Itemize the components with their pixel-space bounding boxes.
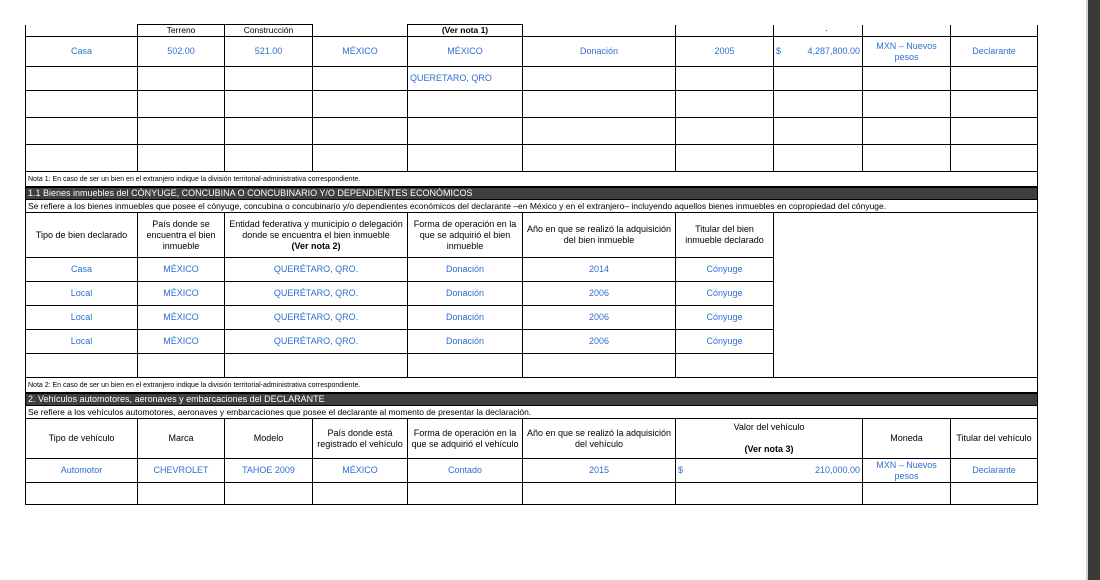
- header-entidad-note: (Ver nota 2): [291, 240, 341, 251]
- header-forma: Forma de operación en la que se adquirió el bien inmueble: [408, 213, 523, 258]
- table-row-empty: [26, 118, 1038, 145]
- pais-cell: MÉXICO: [313, 459, 408, 483]
- table-row-empty: [26, 145, 1038, 172]
- construccion-label: Construcción: [225, 25, 313, 37]
- entidad-cell: QUERÉTARO, QRO.: [225, 282, 408, 306]
- terreno-cell: 502.00: [138, 37, 225, 67]
- valor-amount: 210,000.00: [814, 465, 860, 475]
- header-modelo: Modelo: [225, 419, 313, 459]
- anio-cell: 2006: [523, 282, 676, 306]
- tipo-cell: Local: [26, 282, 138, 306]
- forma-cell: Contado: [408, 459, 523, 483]
- anio-cell: 2006: [523, 306, 676, 330]
- titular-cell: Declarante: [951, 459, 1038, 483]
- marca-cell: CHEVROLET: [138, 459, 225, 483]
- modelo-cell: TAHOE 2009: [225, 459, 313, 483]
- pais-cell: MÉXICO: [138, 282, 225, 306]
- header-forma: Forma de operación en la que se adquirió el vehículo: [408, 419, 523, 459]
- tipo-cell: Casa: [26, 258, 138, 282]
- header-valor: [676, 419, 863, 459]
- currency-symbol: $: [776, 46, 782, 56]
- header-anio: Año en que se realizó la adquisición del vehículo: [523, 419, 676, 459]
- header-row: [26, 213, 1038, 258]
- header-tipo-vehiculo: Tipo de vehículo: [26, 419, 138, 459]
- header-valor-note: (Ver nota 3): [744, 444, 794, 454]
- entidad-cell: QUERÉTARO, QRO.: [225, 330, 408, 354]
- section-header: [26, 394, 1038, 406]
- header-row: [26, 419, 1038, 459]
- titular-cell: Cónyuge: [676, 258, 774, 282]
- tipo-cell: Local: [26, 330, 138, 354]
- ver-nota-1-label: (Ver nota 1): [408, 25, 523, 37]
- tipo-cell: Local: [26, 306, 138, 330]
- forma-cell: Donación: [408, 258, 523, 282]
- table-row: [26, 67, 1038, 91]
- section-description: [26, 406, 1038, 419]
- header-pais: País donde se encuentra el bien inmueble: [138, 213, 225, 258]
- section-1-1-description: Se refiere a los bienes inmuebles que posee el cónyuge, concubina o concubinario y/o dependientes económicos del declarante –en México y en el extranjero– incluyendo aquellos bienes inmuebles en copropiedad del cónyuge.: [26, 200, 1038, 213]
- terreno-label: Terreno: [138, 25, 225, 37]
- table-row: [26, 459, 1038, 483]
- header-tipo: Tipo de bien declarado: [26, 213, 138, 258]
- entidad-cell: MÉXICO: [408, 37, 523, 67]
- titular-cell: Cónyuge: [676, 330, 774, 354]
- titular-cell: Cónyuge: [676, 306, 774, 330]
- construccion-cell: 521.00: [225, 37, 313, 67]
- subheader-row: [26, 25, 1038, 37]
- section-2-description: Se refiere a los vehículos automotores, aeronaves y embarcaciones que posee el declarante al momento de presentar la declaración.: [26, 406, 1038, 419]
- header-pais: País donde está registrado el vehículo: [313, 419, 408, 459]
- table-inmuebles-declarante: [25, 24, 1038, 187]
- section-1-1-title: 1.1 Bienes inmuebles del CÓNYUGE, CONCUBINA O CONCUBINARIO Y/O DEPENDIENTES ECONÓMICOS: [26, 188, 1038, 200]
- forma-cell: Donación: [523, 37, 676, 67]
- table-vehiculos: [25, 393, 1038, 505]
- forma-cell: Donación: [408, 330, 523, 354]
- titular-cell: Declarante: [951, 37, 1038, 67]
- note-row: [26, 378, 1038, 393]
- scrollbar[interactable]: [1088, 0, 1100, 580]
- anio-cell: 2006: [523, 330, 676, 354]
- stray-mark: ·: [825, 25, 828, 35]
- section-header: [26, 188, 1038, 200]
- valor-amount: 4,287,800.00: [807, 46, 860, 56]
- tipo-cell: Automotor: [26, 459, 138, 483]
- valor-cell: [774, 37, 863, 67]
- note-row: [26, 172, 1038, 187]
- nota-1: Nota 1: En caso de ser un bien en el extranjero indique la división territorial-administrativa correspondiente.: [26, 172, 1038, 187]
- table-row-empty: [26, 483, 1038, 505]
- pais-cell: MÉXICO: [138, 258, 225, 282]
- pais-cell: MÉXICO: [313, 37, 408, 67]
- valor-cell: [676, 459, 863, 483]
- document-page: [25, 24, 1037, 505]
- header-anio: Año en que se realizó la adquisición del bien inmueble: [523, 213, 676, 258]
- header-entidad: [225, 213, 408, 258]
- forma-cell: Donación: [408, 306, 523, 330]
- pais-cell: MÉXICO: [138, 306, 225, 330]
- moneda-cell: MXN – Nuevos pesos: [863, 459, 951, 483]
- header-titular: Titular del bien inmueble declarado: [676, 213, 774, 258]
- entidad-cell: QUERÉTARO, QRO.: [225, 258, 408, 282]
- entidad-cell: QUERETARO, QRO: [408, 67, 523, 91]
- anio-cell: 2014: [523, 258, 676, 282]
- nota-2: Nota 2: En caso de ser un bien en el extranjero indique la división territorial-administrativa correspondiente.: [26, 378, 1038, 393]
- currency-symbol: $: [678, 465, 684, 475]
- pais-cell: MÉXICO: [138, 330, 225, 354]
- header-marca: Marca: [138, 419, 225, 459]
- moneda-cell: MXN – Nuevos pesos: [863, 37, 951, 67]
- titular-cell: Cónyuge: [676, 282, 774, 306]
- tipo-cell: Casa: [26, 37, 138, 67]
- table-row-empty: [26, 91, 1038, 118]
- anio-cell: 2005: [676, 37, 774, 67]
- header-titular: Titular del vehículo: [951, 419, 1038, 459]
- table-row: [26, 37, 1038, 67]
- forma-cell: Donación: [408, 282, 523, 306]
- table-inmuebles-conyuge: [25, 187, 1038, 393]
- header-entidad-text: Entidad federativa y municipio o delegación donde se encuentra el bien inmueble: [229, 218, 403, 240]
- anio-cell: 2015: [523, 459, 676, 483]
- section-description: [26, 200, 1038, 213]
- section-2-title: 2. Vehículos automotores, aeronaves y embarcaciones del DECLARANTE: [26, 394, 1038, 406]
- header-moneda: Moneda: [863, 419, 951, 459]
- blank-area: [774, 213, 1038, 378]
- header-valor-text: Valor del vehículo: [733, 422, 805, 432]
- entidad-cell: QUERÉTARO, QRO.: [225, 306, 408, 330]
